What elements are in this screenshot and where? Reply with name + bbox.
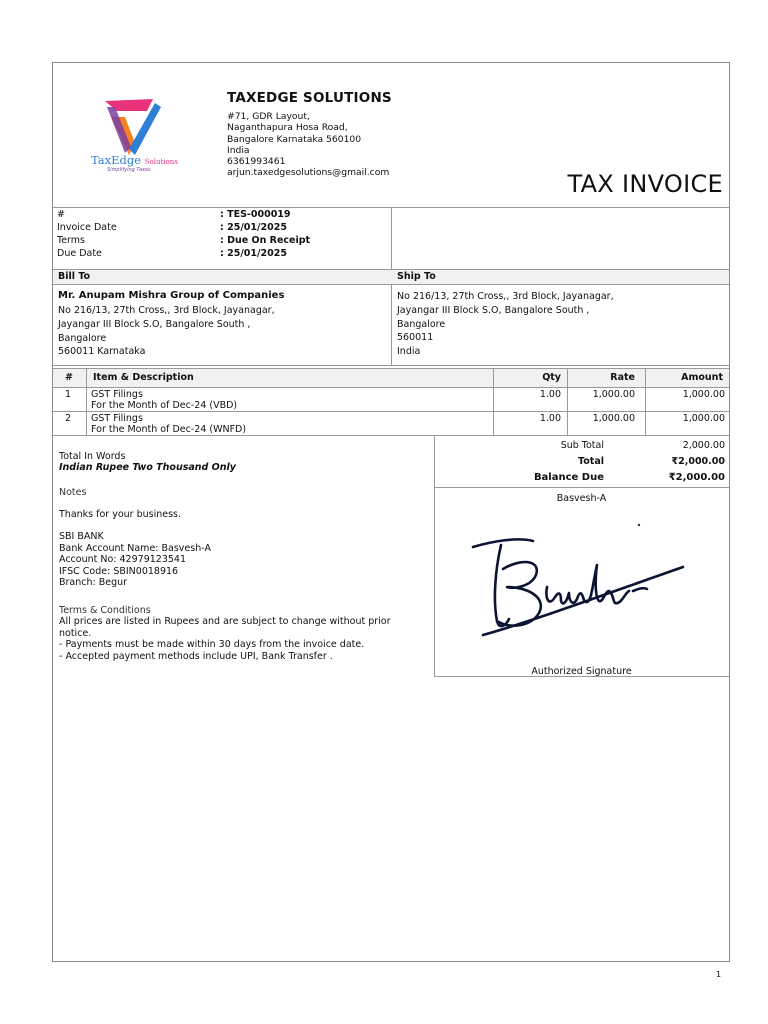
- row-item: GST Filings: [91, 413, 143, 424]
- company-name: TAXEDGE SOLUTIONS: [227, 90, 392, 106]
- divider: [86, 368, 87, 435]
- authorized-signature-caption: Authorized Signature: [531, 666, 632, 677]
- signature-image: [463, 511, 703, 647]
- row-item: GST Filings: [91, 389, 143, 400]
- ship-to-line: Jayangar III Block S.O, Bangalore South ,: [397, 304, 590, 316]
- terms-line: - Payments must be made within 30 days from the invoice date.: [59, 639, 365, 650]
- logo-text: TaxEdge: [91, 153, 142, 167]
- address-line: Naganthapura Hosa Road,: [227, 122, 348, 134]
- notes-text: Thanks for your business.: [59, 509, 182, 520]
- terms-line: notice.: [59, 627, 92, 639]
- meta-label-due-date: Due Date: [57, 248, 102, 259]
- balance-due-value: ₹2,000.00: [668, 472, 725, 483]
- ship-to-heading: Ship To: [397, 271, 436, 282]
- ship-to-line: India: [397, 346, 421, 358]
- meta-value-due-date: : 25/01/2025: [220, 248, 287, 259]
- bill-to-line: Jayangar III Block S.O, Bangalore South ,: [58, 318, 251, 330]
- bill-to-address: [58, 304, 275, 359]
- divider: [53, 387, 729, 388]
- total-value: ₹2,000.00: [671, 456, 725, 467]
- meta-label-terms: Terms: [57, 235, 85, 246]
- meta-label-number: #: [57, 209, 65, 220]
- invoice-title: TAX INVOICE: [567, 170, 723, 198]
- sub-total-value: 2,000.00: [682, 440, 725, 451]
- terms-text: [59, 616, 391, 662]
- address-line: Bangalore Karnataka 560100: [227, 133, 362, 145]
- row-amount: 1,000.00: [682, 413, 725, 424]
- col-header-amount: Amount: [681, 372, 723, 383]
- meta-value-terms: : Due On Receipt: [220, 235, 311, 246]
- ship-to-address: [397, 290, 614, 359]
- meta-value-number: : TES-000019: [220, 209, 291, 220]
- bank-name: SBI BANK: [59, 531, 104, 542]
- address-line: India: [227, 144, 250, 156]
- meta-value-invoice-date: : 25/01/2025: [220, 222, 287, 233]
- bill-to-line: No 216/13, 27th Cross,, 3rd Block, Jayanagar,: [58, 305, 275, 316]
- ship-to-line: 560011: [397, 332, 434, 344]
- row-rate: 1,000.00: [592, 389, 635, 400]
- bill-to-line: 560011 Karnataka: [58, 346, 146, 358]
- company-email: arjun.taxedgesolutions@gmail.com: [227, 167, 390, 179]
- bill-to-name: Mr. Anupam Mishra Group of Companies: [58, 290, 285, 301]
- col-header-item: Item & Description: [93, 372, 194, 383]
- signatory-name: Basvesh-A: [556, 493, 607, 504]
- bank-account-number: Account No: 42979123541: [59, 554, 187, 565]
- logo-suffix: Solutions: [144, 158, 178, 166]
- divider: [434, 487, 729, 488]
- bank-ifsc: IFSC Code: SBIN0018916: [59, 565, 179, 577]
- col-header-rate: Rate: [610, 372, 635, 383]
- logo-wordmark: [91, 153, 178, 167]
- divider: [53, 269, 729, 270]
- terms-line: - Accepted payment methods include UPI, Bank Transfer .: [59, 650, 333, 662]
- notes-label: Notes: [59, 487, 87, 498]
- invoice-frame: [52, 62, 730, 962]
- company-logo: [91, 95, 178, 175]
- row-number: 2: [65, 413, 72, 424]
- bank-details: [59, 531, 211, 589]
- logo-tagline: Simplifying Taxes: [107, 167, 151, 173]
- row-description: For the Month of Dec-24 (WNFD): [91, 424, 247, 435]
- divider: [53, 368, 729, 369]
- divider: [53, 365, 729, 366]
- address-line: #71, GDR Layout,: [227, 111, 310, 122]
- row-description: For the Month of Dec-24 (VBD): [91, 400, 238, 411]
- total-in-words-label: Total In Words: [59, 451, 126, 462]
- bank-branch: Branch: Begur: [59, 577, 128, 588]
- col-header-qty: Qty: [542, 372, 561, 383]
- company-address: [227, 111, 389, 179]
- meta-label-invoice-date: Invoice Date: [57, 222, 117, 233]
- balance-due-label: Balance Due: [533, 472, 604, 483]
- ship-to-line: No 216/13, 27th Cross,, 3rd Block, Jayanagar,: [397, 291, 614, 302]
- col-header-number: #: [65, 372, 73, 383]
- terms-label: Terms & Conditions: [59, 605, 151, 616]
- bank-account-name: Bank Account Name: Basvesh-A: [59, 542, 211, 554]
- total-label: Total: [578, 456, 604, 467]
- row-qty: 1.00: [539, 389, 561, 400]
- row-qty: 1.00: [539, 413, 561, 424]
- row-number: 1: [65, 389, 72, 400]
- address-header-band: [53, 269, 729, 284]
- bill-to-line: Bangalore: [58, 332, 107, 344]
- terms-line: All prices are listed in Rupees and are subject to change without prior: [59, 616, 391, 627]
- row-rate: 1,000.00: [592, 413, 635, 424]
- page-number: 1: [716, 970, 722, 979]
- total-in-words-value: Indian Rupee Two Thousand Only: [59, 462, 236, 473]
- ship-to-line: Bangalore: [397, 318, 446, 330]
- sub-total-label: Sub Total: [560, 440, 604, 451]
- row-amount: 1,000.00: [682, 389, 725, 400]
- bill-to-heading: Bill To: [58, 271, 91, 282]
- divider: [391, 207, 392, 365]
- divider: [53, 284, 729, 285]
- company-phone: 6361993461: [227, 156, 286, 168]
- handwritten-signature-icon: [463, 511, 703, 647]
